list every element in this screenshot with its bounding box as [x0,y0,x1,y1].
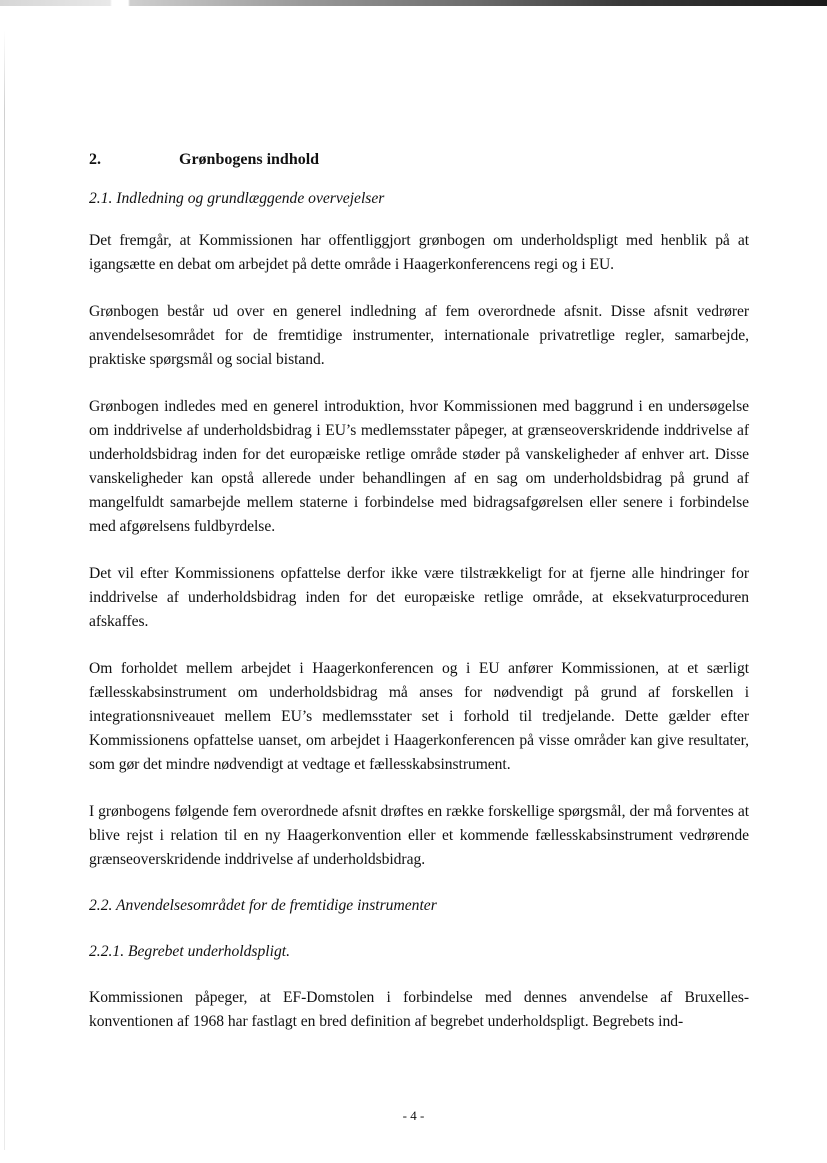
section-title: Grønbogens indhold [179,151,320,168]
scan-top-edge [0,0,827,6]
paragraph-3: Grønbogen indledes med en generel introduktion, hvor Kommissionen med baggrund i en undersøgelse om inddrivelse af underholdsbidrag i EU’s medlemsstater påpeger, at grænseoverskridende inddrivelse af underholdsbidrag inden for det europæiske retlige område støder på vanskeligheder af enhver art. Disse vanskeligheder kan opstå allerede under behandlingen af en sag om underholdsbidrag på grund af mangelfuldt samarbejde mellem staterne i forbindelse med bidragsafgørelsen eller senere i forbindelse med afgørelsens fuldbyrdelse. [89,398,749,535]
document-body [89,148,749,1034]
page-number: - 4 - [402,1108,425,1123]
subsection-heading-2-2-1: 2.2.1. Begrebet underholdspligt. [89,943,290,960]
scan-left-edge [4,30,5,1150]
paragraph-1: Det fremgår, at Kommissionen har offentliggjort grønbogen om underholdspligt med henblik på at igangsætte en debat om arbejdet på dette område i Haagerkonferencens regi og i EU. [89,232,749,273]
section-heading [89,148,749,172]
paragraph-2: Grønbogen består ud over en generel indledning af fem overordnede afsnit. Disse afsnit vedrører anvendelsesområdet for de fremtidige instrumenter, internationale privatretlige regler, samarbejde, praktiske spørgsmål og social bistand. [89,303,749,368]
subsection-heading-2-1: 2.1. Indledning og grundlæggende overvejelser [89,190,385,207]
paragraph-6: I grønbogens følgende fem overordnede afsnit drøftes en række forskellige spørgsmål, der må forventes at blive rejst i relation til en ny Haagerkonvention eller et kommende fællesskabsinstrument vedrørende grænseoverskridende inddrivelse af underholdsbidrag. [89,803,749,868]
paragraph-5: Om forholdet mellem arbejdet i Haagerkonferencen og i EU anfører Kommissionen, at et særligt fællesskabsinstrument om underholdsbidrag må anses for nødvendigt på grund af forskellen i integrationsniveauet mellem EU’s medlemsstater set i forhold til tredjelande. Dette gælder efter Kommissionens opfattelse uanset, om arbejdet i Haagerkonferencen på visse områder kan give resultater, som gør det mindre nødvendigt at vedtage et fællesskabsinstrument. [89,660,749,773]
section-number: 2. [89,151,101,168]
paragraph-4: Det vil efter Kommissionens opfattelse derfor ikke være tilstrækkeligt for at fjerne alle hindringer for inddrivelse af underholdsbidrag inden for det europæiske retlige område, at eksekvaturproceduren afskaffes. [89,565,749,630]
paragraph-7: Kommissionen påpeger, at EF-Domstolen i forbindelse med dennes anvendelse af Bruxelles-konventionen af 1968 har fastlagt en bred definition af begrebet underholdspligt. Begrebets ind- [89,989,749,1030]
subsection-heading-2-2: 2.2. Anvendelsesområdet for de fremtidige instrumenter [89,897,437,914]
